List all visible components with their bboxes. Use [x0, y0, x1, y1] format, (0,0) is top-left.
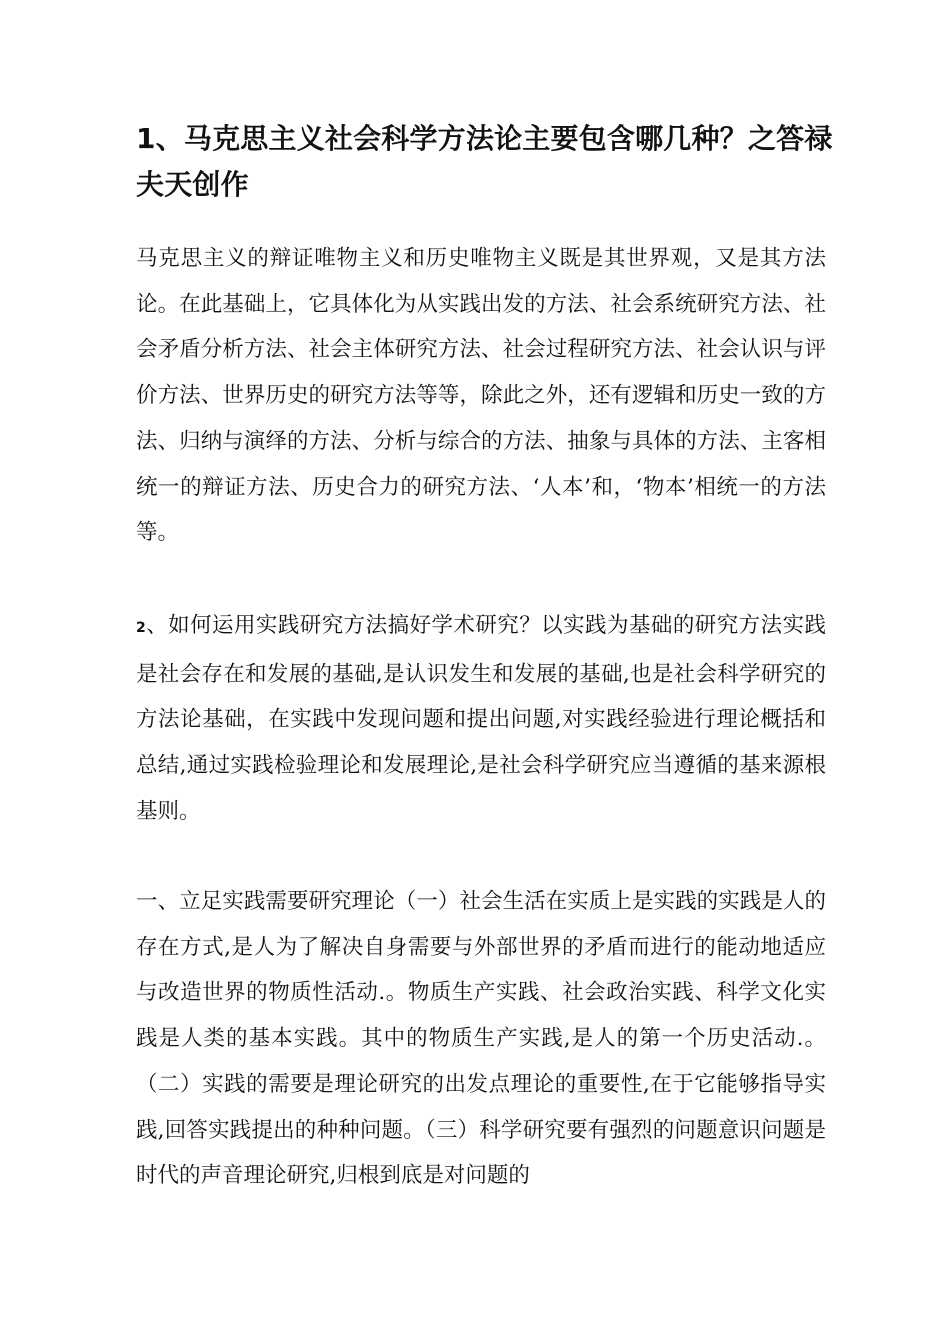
paragraph-1: 马克思主义的辩证唯物主义和历史唯物主义既是其世界观，又是其方法论。在此基础上，它具体化为从实践出发的方法、社会系统研究方法、社会矛盾分析方法、社会主体研究方法、社会过程研究方法、社会认识与评价方法、世界历史的研究方法等等，除此之外，还有逻辑和历史一致的方法、归纳与演绎的方法、分析与综合的方法、抽象与具体的方法、主客相统一的辩证方法、历史合力的研究方法、‘人本’和，‘物本’相统一的方法等。 — [136, 246, 826, 546]
paragraph-3: 一、立足实践需要研究理论（一）社会生活在实质上是实践的实践是人的存在方式,是人为了解决自身需要与外部世界的矛盾而进行的能动地适应与改造世界的物质性活动.。物质生产实践、社会政治实践、科学文化实践是人类的基本实践。其中的物质生产实践,是人的第一个历史活动.。（二）实践的需要是理论研究的出发点理论的重要性,在于它能够指导实践,回答实践提出的种种问题。（三）科学研究要有强烈的问题意识问题是时代的声音理论研究,归根到底是对问题的 — [136, 889, 826, 1189]
paragraph-2-text: 、如何运用实践研究方法搞好学术研究？以实践为基础的研究方法实践是社会存在和发展的基础,是认识发生和发展的基础,也是社会科学研究的方法论基础，在实践中发现问题和提出问题,对实践经验进行理论概括和总结,通过实践检验理论和发展理论,是社会科学研究应当遵循的基来源根基则。 — [136, 613, 826, 824]
question-number: 2 — [136, 620, 146, 636]
paragraph-2 — [136, 603, 826, 835]
document-title: 1、马克思主义社会科学方法论主要包含哪几种？之答禄夫天创作 — [136, 122, 833, 201]
